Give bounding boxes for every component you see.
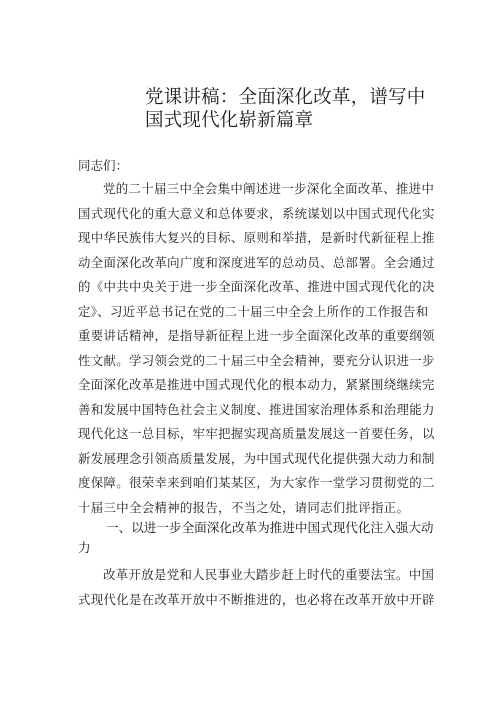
- paragraph-line: 新发展理念引领高质量发展，为中国式现代化提供强大动力和制: [78, 450, 435, 466]
- paragraph-line: 现代化这一总目标，牢牢把握实现高质量发展这一首要任务，以: [78, 426, 435, 441]
- heading-line: 力: [78, 540, 91, 555]
- paragraph-line: 的《中共中央关于进一步全面深化改革、推进中国式现代化的决: [78, 279, 435, 294]
- paragraph-line: 改革开放是党和人民事业大踏步赶上时代的重要法宝。中国: [103, 567, 435, 582]
- title-line: 国式现代化崭新篇章: [145, 110, 314, 131]
- paragraph-line: 党的二十届三中全会集中阐述进一步深化全面改革、推进中: [103, 181, 435, 196]
- paragraph-line: 重要讲话精神，是指导新征程上进一步全面深化改革的重要纲领: [78, 328, 435, 343]
- heading-line: 一、以进一步全面深化改革为推进中国式现代化注入强大动: [106, 520, 434, 535]
- paragraph-line: 国式现代化的重大意义和总体要求，系统谋划以中国式现代化实: [78, 205, 435, 221]
- title-line: 党课讲稿：全面深化改革，谱写中: [145, 87, 426, 108]
- paragraph-line: 善和发展中国特色社会主义制度、推进国家治理体系和治理能力: [78, 401, 435, 417]
- paragraph-line: 性文献。学习领会党的二十届三中全会精神，要充分认识进一步: [78, 352, 435, 368]
- section-paragraph: [78, 563, 438, 612]
- paragraph-line: 全面深化改革是推进中国式现代化的根本动力，紧紧围绕继续完: [78, 377, 435, 392]
- document-title: [145, 86, 445, 132]
- paragraph-line: 定》、习近平总书记在党的二十届三中全会上所作的工作报告和: [78, 303, 429, 319]
- paragraph-line: 现中华民族伟大复兴的目标、原则和举措，是新时代新征程上推: [78, 230, 435, 245]
- paragraph-line: 度保障。很荣幸来到咱们某某区，为大家作一堂学习贯彻党的二: [78, 475, 435, 490]
- paragraph-line: 十届三中全会精神的报告，不当之处，请同志们批评指正。: [78, 499, 410, 515]
- intro-paragraph: [78, 177, 438, 520]
- paragraph-line: 动全面深化改革向广度和深度进军的总动员、总部署。全会通过: [78, 254, 435, 270]
- section-heading: [78, 518, 440, 558]
- salutation: 同志们：: [78, 158, 129, 173]
- paragraph-line: 式现代化是在改革开放中不断推进的，也必将在改革开放中开辟: [78, 591, 435, 607]
